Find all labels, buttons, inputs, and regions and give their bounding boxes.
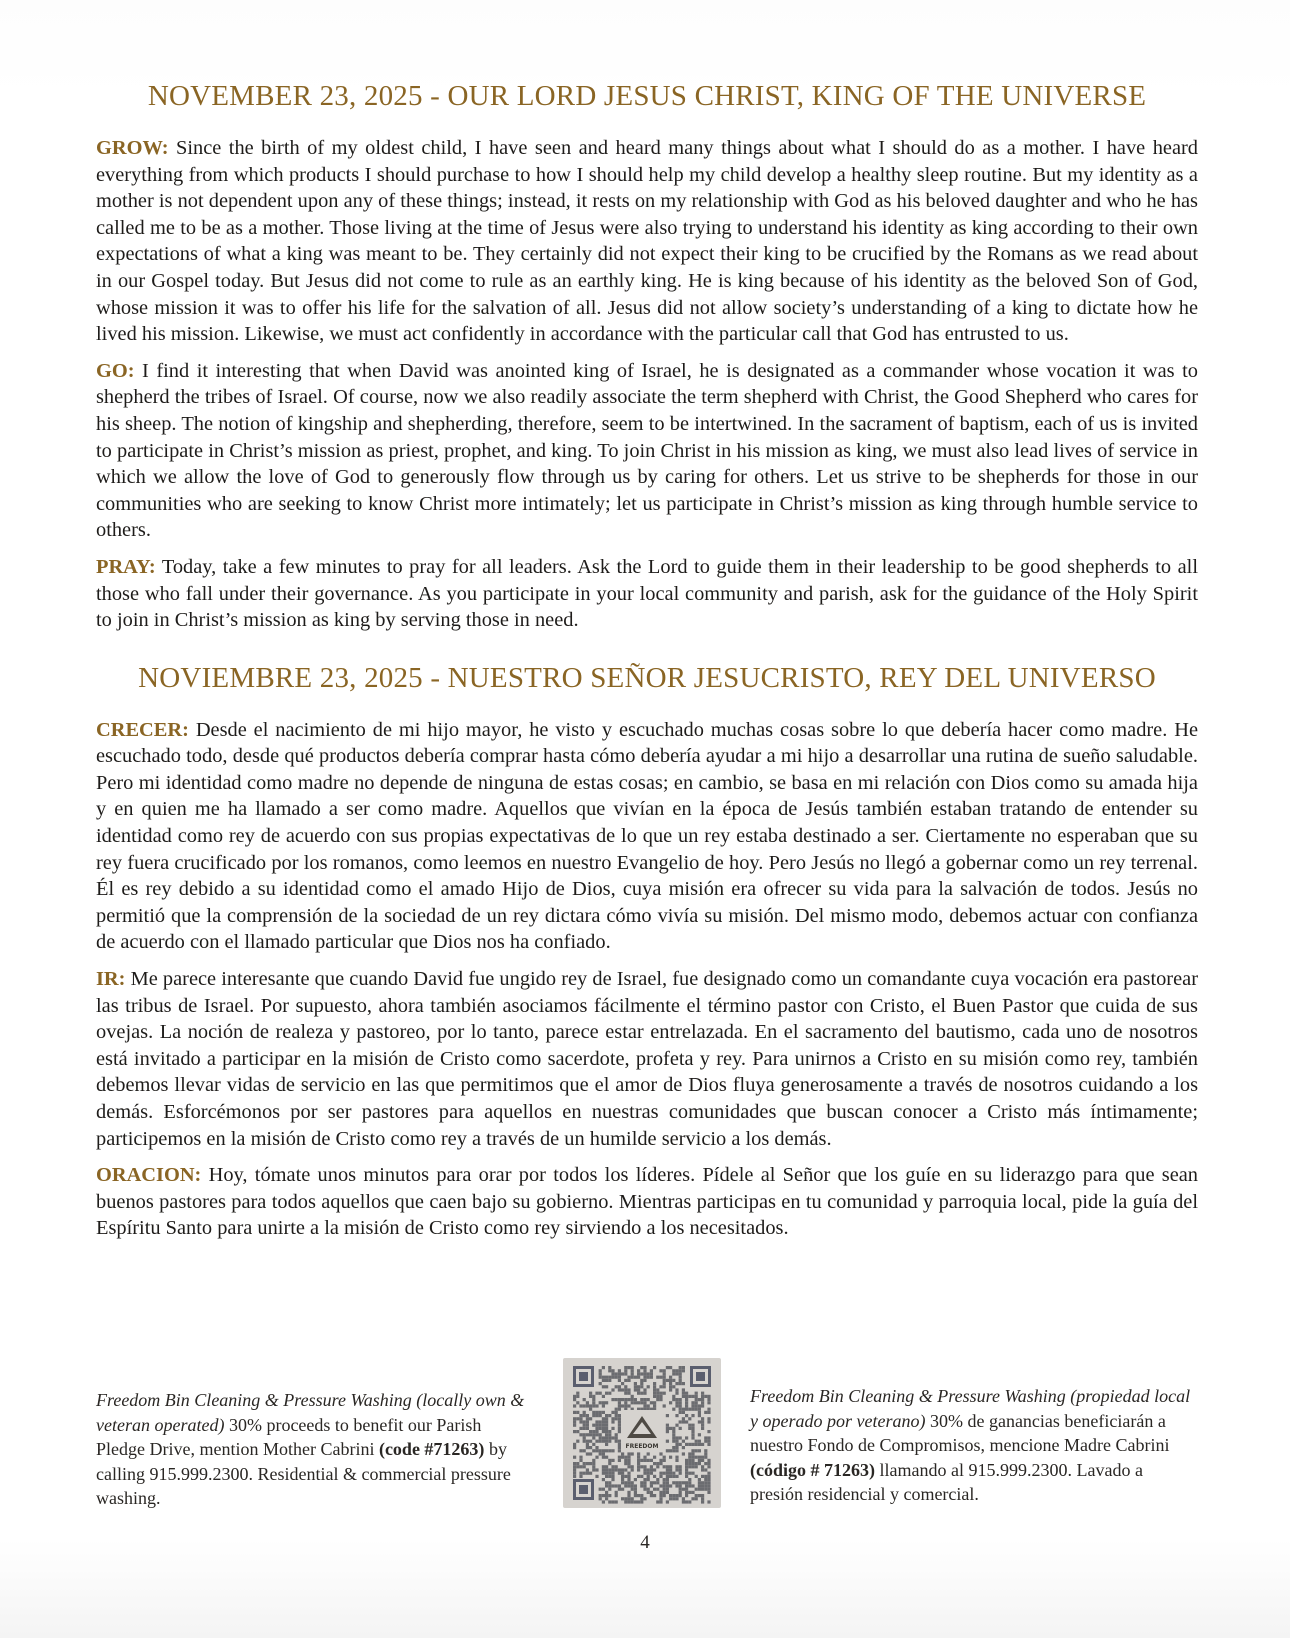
qr-finder-bottom-left [573, 1479, 594, 1500]
grow-text: Since the birth of my oldest child, I have seen and heard many things about what I should do as a mother. I have heard everything from which products I should purchase to how I should help my child develop a healthy sleep routine. But my identity as a mother is not dependent upon any of these things; instead, it rests on my relationship with God as his beloved daughter and who he has called me to be as a mother. Those living at the time of Jesus were also trying to understand his identity as king according to their own expectations of what a king was meant to be. They certainly did not expect their king to be crucified by the Romans as we read about in our Gospel today. But Jesus did not come to rule as an earthly king. He is king because of his identity as the beloved Son of God, whose mission it was to offer his life for the salvation of all. Jesus did not allow society’s understanding of a king to dictate how he lived his mission. Likewise, we must act confidently in accordance with the particular call that God has entrusted to us. [96, 137, 1198, 346]
oracion-text: Hoy, tómate unos minutos para orar por todos los líderes. Pídele al Señor que los guíe en su liderazgo para que sean buenos pastores para todos aquellos que caen bajo su gobierno. Mientras participas en tu comunidad y parroquia local, pide la guía del Espíritu Santo para unirte a la misión de Cristo como rey sirviendo a los necesitados. [96, 1164, 1198, 1240]
go-paragraph [96, 358, 1198, 544]
freedom-logo-text: FREEDOM [625, 1443, 659, 1450]
pray-text: Today, take a few minutes to pray for all leaders. Ask the Lord to guide them in their leadership to be good shepherds to all those who fall under their governance. As you participate in your local community and parish, ask for the guidance of the Holy Spirit to join in Christ’s mission as king by serving those in need. [96, 555, 1198, 632]
qr-code[interactable] [563, 1358, 721, 1508]
sponsor-name-en: Freedom Bin Cleaning & Pressure Washing (locally own & veteran operated) [96, 1390, 525, 1435]
grow-label: GROW: [96, 137, 169, 159]
crecer-label: CRECER: [96, 718, 189, 741]
sponsor-code-en: (code #71263) [378, 1439, 485, 1459]
sponsor-ad-spanish [750, 1384, 1200, 1507]
sponsor-footer [96, 1358, 1198, 1508]
sponsor-text-en-1: 30% proceeds to benefit our Parish Pledge Drive, mention Mother Cabrini [96, 1414, 482, 1459]
oracion-label: ORACION: [96, 1164, 202, 1187]
sponsor-text-en-2: by calling 915.999.2300. Residential & commercial pressure washing. [96, 1439, 511, 1508]
qr-finder-top-right [690, 1366, 711, 1387]
sponsor-text-es-2: llamando al 915.999.2300. Lavado a presión residencial y comercial. [750, 1459, 1143, 1504]
qr-finder-top-left [573, 1366, 594, 1387]
english-title: NOVEMBER 23, 2025 - OUR LORD JESUS CHRIST, KING OF THE UNIVERSE [147, 80, 1147, 112]
pray-label: PRAY: [96, 555, 156, 578]
go-label: GO: [96, 359, 135, 382]
ir-paragraph [96, 966, 1198, 1152]
crecer-paragraph [96, 717, 1198, 956]
ir-label: IR: [96, 968, 126, 991]
page-number: 4 [640, 1532, 650, 1553]
ir-text: Me parece interesante que cuando David fue ungido rey de Israel, fue designado como un comandante cuya vocación era pastorear las tribus de Israel. Por supuesto, ahora también asociamos fácilmente el término pastor con Cristo, el Buen Pastor que cuida de sus ovejas. La noción de realeza y pastoreo, por lo tanto, parece estar entrelazada. En el sacramento del bautismo, cada uno de nosotros está invitado a participar en la misión de Cristo como sacerdote, profeta y rey. Para unirnos a Cristo en su misión como rey, también debemos llevar vidas de servicio en las que permitimos que el amor de Dios fluya generosamente a través de nosotros cuidando a los demás. Esforcémonos por ser pastores para aquellos en nuestras comunidades que buscan conocer a Cristo más íntimamente; participemos en la misión de Cristo como rey a través de un humilde servicio a los demás. [96, 968, 1198, 1150]
oracion-paragraph [96, 1162, 1198, 1242]
spanish-title: NOVIEMBRE 23, 2025 - NUESTRO SEÑOR JESUCRISTO, REY DEL UNIVERSO [138, 661, 1156, 694]
grow-paragraph [96, 135, 1198, 348]
pray-paragraph [96, 554, 1198, 634]
go-text: I find it interesting that when David was anointed king of Israel, he is designated as a commander whose vocation it was to shepherd the tribes of Israel. Of course, now we also readily associate the term shepherd with Christ, the Good Shepherd who cares for his sheep. The notion of kingship and shepherding, therefore, seem to be intertwined. In the sacrament of baptism, each of us is invited to participate in Christ’s mission as priest, prophet, and king. To join Christ in his mission as king, we must also lead lives of service in which we allow the love of God to generously flow through us by caring for others. Let us strive to be shepherds for those in our communities who are seeking to know Christ more intimately; let us participate in Christ’s mission as king through humble service to others. [96, 359, 1198, 542]
freedom-logo-icon [621, 1410, 663, 1452]
sponsor-code-es: (código # 71263) [750, 1459, 875, 1480]
sponsor-name-es: Freedom Bin Cleaning & Pressure Washing (propiedad local y operado por veterano) [750, 1386, 1191, 1431]
reflection-content [96, 80, 1198, 1252]
sponsor-ad-english [96, 1388, 526, 1511]
crecer-text: Desde el nacimiento de mi hijo mayor, he visto y escuchado muchas cosas sobre lo que debería hacer como madre. He escuchado todo, desde qué productos debería comprar hasta cómo debería ayudar a mi hijo a desarrollar una rutina de sueño saludable. Pero mi identidad como madre no depende de ninguna de estas cosas; en cambio, se basa en mi relación con Dios como su amada hija y en quien me ha llamado a ser como madre. Aquellos que vivían en la época de Jesús también estaban tratando de entender su identidad como rey de acuerdo con sus propias expectativas de lo que un rey estaba destinado a ser. Ciertamente no esperaban que su rey fuera crucificado por los romanos, como leemos en nuestro Evangelio de hoy. Pero Jesús no llegó a gobernar como un rey terrenal. Él es rey debido a su identidad como el amado Hijo de Dios, cuya misión era ofrecer su vida para la salvación de todos. Jesús no permitió que la comprensión de la sociedad de un rey dictara cómo vivía su misión. Del mismo modo, debemos actuar con confianza de acuerdo con el llamado particular que Dios nos ha confiado. [96, 718, 1198, 954]
qr-code-graphic [563, 1358, 721, 1508]
sponsor-text-es-1: 30% de ganancias beneficiarán a nuestro Fondo de Compromisos, mencione Madre Cabrini [750, 1410, 1170, 1455]
